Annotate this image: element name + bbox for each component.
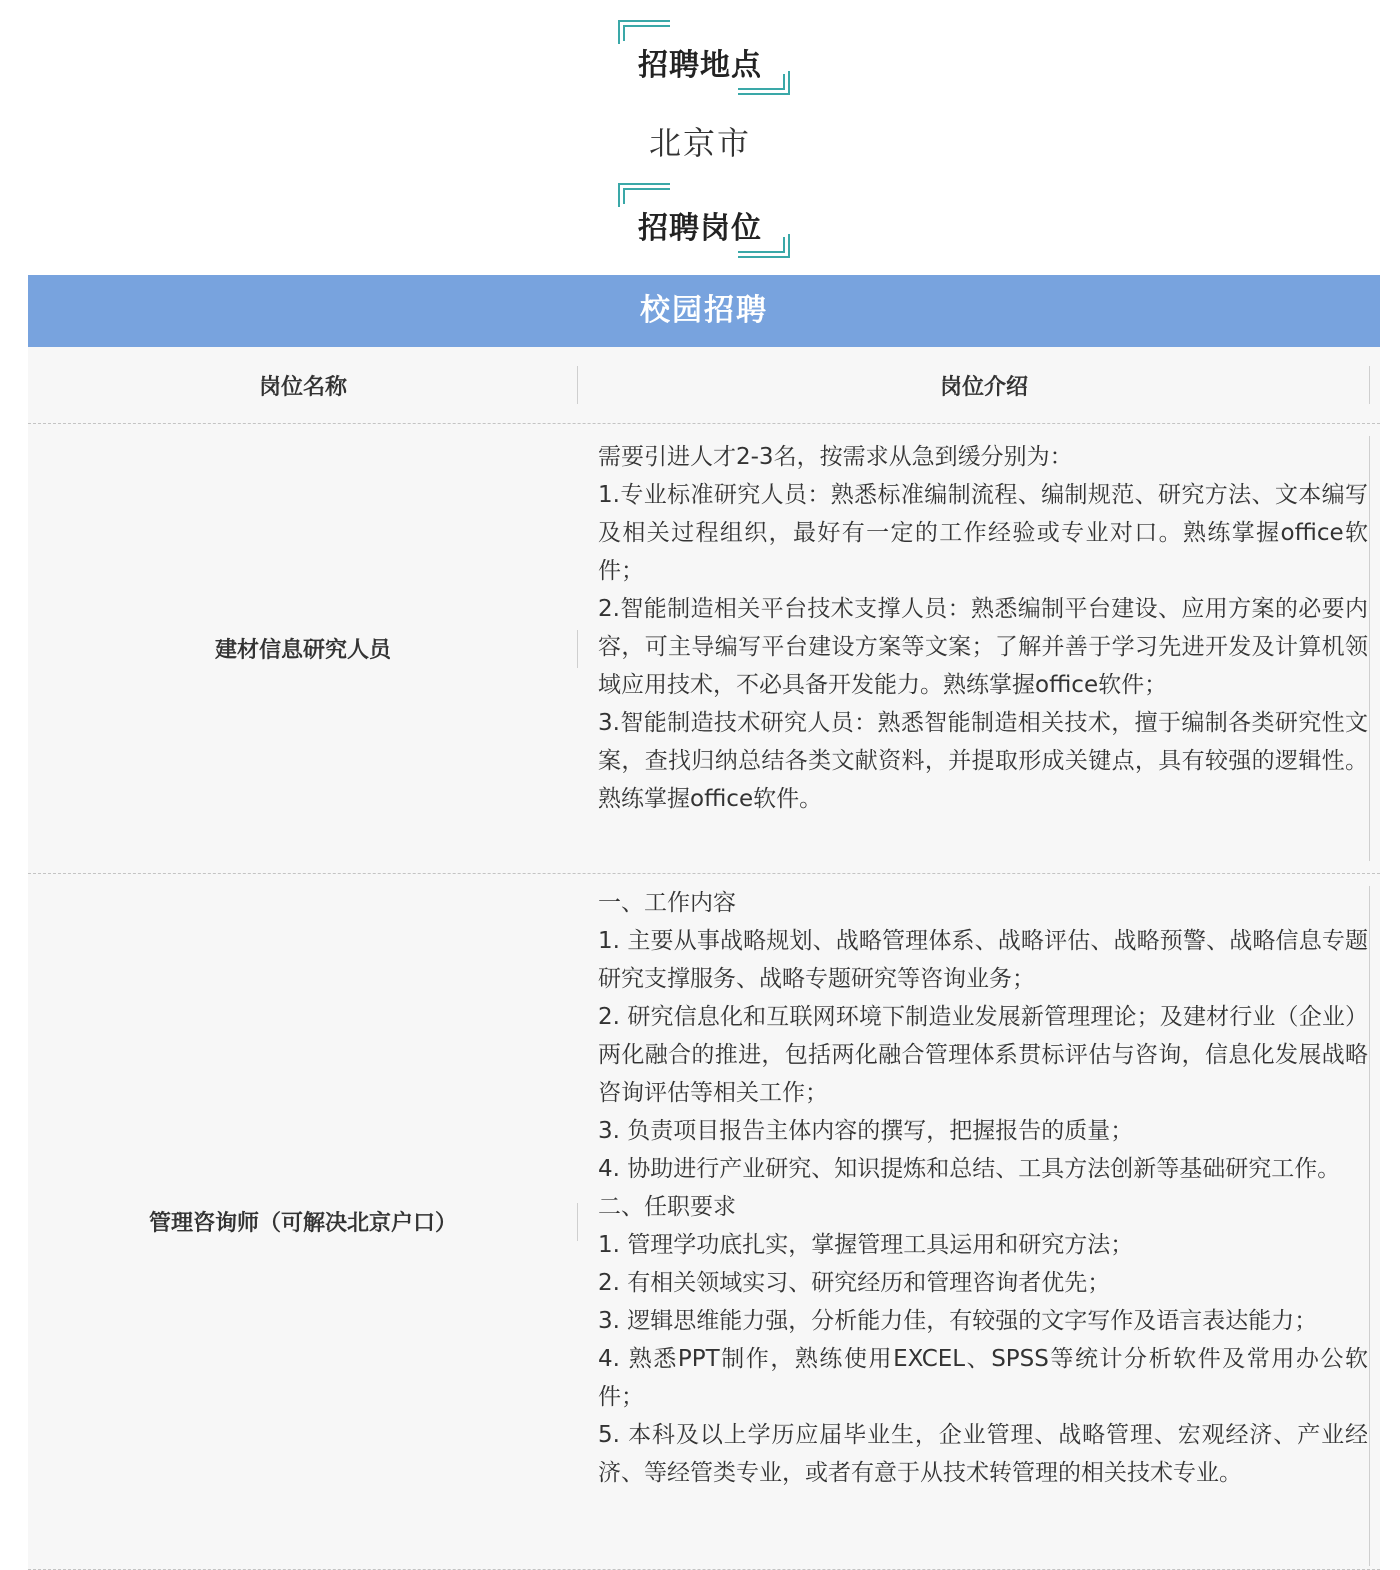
column-divider bbox=[1369, 436, 1370, 861]
position-name: 管理咨询师（可解决北京户口） bbox=[148, 1211, 457, 1236]
location-value: 北京市 bbox=[648, 124, 751, 162]
description-paragraph: 2. 有相关领域实习、研究经历和管理咨询者优先； bbox=[598, 1270, 1111, 1296]
section-title-positions bbox=[0, 183, 1400, 263]
description-paragraph: 3. 负责项目报告主体内容的撰写，把握报告的质量； bbox=[598, 1118, 1134, 1144]
description-paragraph: 2. 研究信息化和互联网环境下制造业发展新管理理论；及建材行业（企业）两化融合的推进，包括两化融合管理体系贯标评估与咨询，信息化发展战略咨询评估等相关工作； bbox=[598, 1004, 1368, 1106]
recruitment-table bbox=[28, 275, 1380, 1570]
header-position-name: 岗位名称 bbox=[258, 374, 347, 400]
table-banner: 校园招聘 bbox=[28, 275, 1380, 347]
description-paragraph: 1.专业标准研究人员：熟悉标准编制流程、编制规范、研究方法、文本编写及相关过程组织，最好有一定的工作经验或专业对口。熟练掌握office软件； bbox=[598, 482, 1368, 584]
column-divider bbox=[1369, 366, 1370, 404]
description-paragraph: 1. 管理学功底扎实，掌握管理工具运用和研究方法； bbox=[598, 1232, 1134, 1258]
column-divider bbox=[1369, 886, 1370, 1566]
description-paragraph: 二、任职要求 bbox=[598, 1194, 736, 1220]
location-title: 招聘地点 bbox=[638, 48, 762, 83]
table-header-row bbox=[28, 347, 1380, 424]
description-paragraph: 一、工作内容 bbox=[598, 890, 736, 916]
column-divider bbox=[577, 1203, 578, 1241]
position-description bbox=[598, 884, 1368, 1492]
header-position-intro: 岗位介绍 bbox=[939, 374, 1028, 400]
position-description bbox=[598, 438, 1368, 818]
description-paragraph: 4. 熟悉PPT制作，熟练使用EXCEL、SPSS等统计分析软件及常用办公软件； bbox=[598, 1346, 1368, 1410]
description-paragraph: 3.智能制造技术研究人员：熟悉智能制造相关技术，擅于编制各类研究性文案，查找归纳总结各类文献资料，并提取形成关键点，具有较强的逻辑性。熟练掌握office软件。 bbox=[598, 710, 1368, 812]
column-divider bbox=[577, 366, 578, 404]
description-paragraph: 2.智能制造相关平台技术支撑人员：熟悉编制平台建设、应用方案的必要内容，可主导编写平台建设方案等文案；了解并善于学习先进开发及计算机领域应用技术，不必具备开发能力。熟练掌握office软件； bbox=[598, 596, 1368, 698]
description-paragraph: 需要引进人才2-3名，按需求从急到缓分别为： bbox=[598, 444, 1073, 470]
table-row bbox=[28, 424, 1380, 874]
description-paragraph: 5. 本科及以上学历应届毕业生，企业管理、战略管理、宏观经济、产业经济、等经管类专业，或者有意于从技术转管理的相关技术专业。 bbox=[598, 1422, 1368, 1486]
description-paragraph: 3. 逻辑思维能力强，分析能力佳，有较强的文字写作及语言表达能力； bbox=[598, 1308, 1318, 1334]
description-paragraph: 1. 主要从事战略规划、战略管理体系、战略评估、战略预警、战略信息专题研究支撑服务、战略专题研究等咨询业务； bbox=[598, 928, 1368, 992]
table-row bbox=[28, 874, 1380, 1570]
section-title-location bbox=[0, 20, 1400, 100]
column-divider bbox=[577, 630, 578, 668]
description-paragraph: 4. 协助进行产业研究、知识提炼和总结、工具方法创新等基础研究工作。 bbox=[598, 1156, 1341, 1182]
position-name: 建材信息研究人员 bbox=[214, 638, 391, 663]
positions-title: 招聘岗位 bbox=[638, 211, 762, 246]
